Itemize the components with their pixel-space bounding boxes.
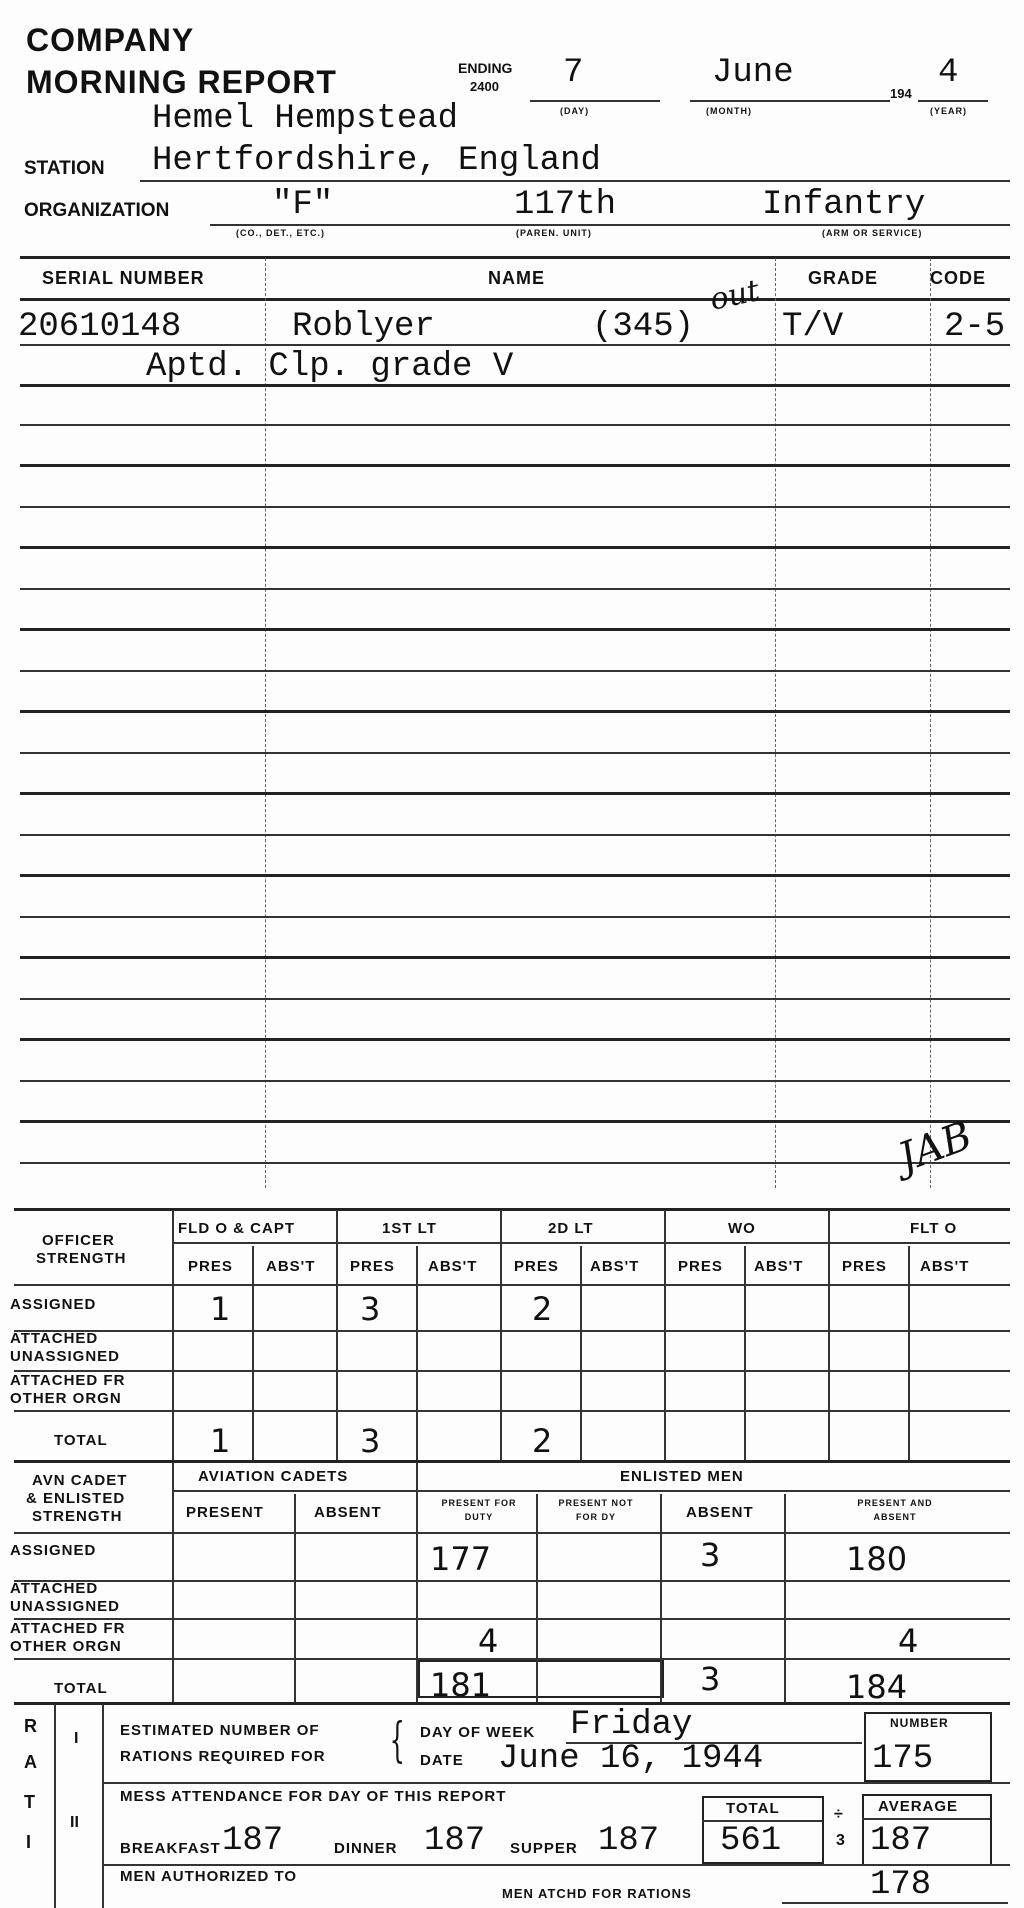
sub-abst: ABS'T <box>920 1258 970 1275</box>
men-attached-rations-value: 178 <box>870 1866 932 1904</box>
em-pfd-assigned: 177 <box>430 1540 492 1578</box>
off-1lt-pres-total: 3 <box>360 1422 381 1460</box>
grp-fld-capt: FLD O & CAPT <box>178 1220 295 1237</box>
remark: Aptd. Clp. grade V <box>146 348 514 386</box>
grp-2d-lt: 2D LT <box>548 1220 594 1237</box>
em-attached-fr-label: ATTACHED FR OTHER ORGN <box>10 1620 126 1655</box>
em-absent-assigned: 3 <box>700 1536 721 1574</box>
company-value: "F" <box>272 186 334 224</box>
enlisted-title-2: & ENLISTED <box>26 1490 126 1507</box>
off-1lt-pres-assigned: 3 <box>360 1290 381 1328</box>
mess-average-value: 187 <box>870 1822 932 1860</box>
col-name: NAME <box>488 268 545 288</box>
row-assigned-label: ASSIGNED <box>10 1296 97 1313</box>
year-label: (YEAR) <box>930 106 967 116</box>
side-letter-i: I <box>26 1832 32 1852</box>
em-absent-total: 3 <box>700 1660 721 1698</box>
men-attached-rations-label: MEN ATCHD FOR RATIONS <box>502 1886 692 1901</box>
sub-pres: PRES <box>842 1258 887 1275</box>
col-grade: GRADE <box>808 268 879 288</box>
station-line2: Hertfordshire, England <box>152 142 601 180</box>
ration-number-value: 175 <box>872 1740 934 1778</box>
soldier-name: Roblyer <box>292 308 435 346</box>
month-label: (MONTH) <box>706 106 752 116</box>
regiment-label: (PAREN. UNIT) <box>516 228 592 238</box>
sub-pres: PRES <box>678 1258 723 1275</box>
form-title-line2: MORNING REPORT <box>26 64 337 100</box>
mess-total-value: 561 <box>720 1822 782 1860</box>
em-assigned-label: ASSIGNED <box>10 1542 97 1559</box>
dinner-label: DINNER <box>334 1840 398 1857</box>
sub-abst: ABS'T <box>428 1258 478 1275</box>
supper-value: 187 <box>598 1822 660 1860</box>
grp-wo: WO <box>728 1220 756 1237</box>
arm-label: (ARM OR SERVICE) <box>822 228 923 238</box>
em-attached-unassigned-label: ATTACHED UNASSIGNED <box>10 1580 121 1615</box>
mess-average-label: AVERAGE <box>878 1798 959 1815</box>
sub-cadet-absent: ABSENT <box>314 1504 382 1521</box>
col-code: CODE <box>930 268 987 288</box>
mess-total-label: TOTAL <box>726 1800 780 1817</box>
ration-date-value: June 16, 1944 <box>498 1740 764 1778</box>
divide-by-three: 3 <box>836 1832 845 1849</box>
sub-present-for-duty: PRESENT FOR DUTY <box>441 1498 517 1522</box>
col-serial-number: SERIAL NUMBER <box>42 268 205 288</box>
arm-value: Infantry <box>762 186 926 224</box>
sub-abst: ABS'T <box>754 1258 804 1275</box>
sub-pres: PRES <box>188 1258 233 1275</box>
form-title-line1: COMPANY <box>26 22 195 58</box>
enlisted-title-3: STRENGTH <box>32 1508 123 1525</box>
em-pnfd-total-box <box>536 1660 664 1698</box>
em-pfd-total: 181 <box>430 1666 492 1704</box>
officer-initials-signature: JAB <box>892 1112 978 1182</box>
breakfast-value: 187 <box>222 1822 284 1860</box>
report-day: 7 <box>563 54 584 92</box>
estimated-line1: ESTIMATED NUMBER OF <box>120 1722 320 1739</box>
day-of-week-value: Friday <box>570 1706 693 1744</box>
breakfast-label: BREAKFAST <box>120 1840 221 1857</box>
supper-label: SUPPER <box>510 1840 578 1857</box>
sub-present-not-for-duty: PRESENT NOT FOR DY <box>558 1498 634 1522</box>
off-fld-pres-total: 1 <box>210 1422 231 1460</box>
em-total-label: TOTAL <box>54 1680 108 1697</box>
sub-pres: PRES <box>514 1258 559 1275</box>
year-prefix: 194 <box>890 86 912 101</box>
side-letter-a: A <box>24 1752 37 1772</box>
ending-label: ENDING <box>458 60 513 76</box>
regiment-value: 117th <box>514 186 617 224</box>
divide-sign: ÷ <box>834 1806 843 1823</box>
ration-number-label: NUMBER <box>890 1716 949 1730</box>
day-label: (DAY) <box>560 106 590 116</box>
side-letter-t: T <box>24 1792 35 1812</box>
roman-i: I <box>74 1730 79 1747</box>
ration-date-label: DATE <box>420 1752 464 1769</box>
sub-em-absent: ABSENT <box>686 1504 754 1521</box>
dinner-value: 187 <box>424 1822 486 1860</box>
grp-1st-lt: 1ST LT <box>382 1220 437 1237</box>
officer-strength-title-2: STRENGTH <box>36 1250 127 1267</box>
organization-label: ORGANIZATION <box>24 200 170 221</box>
men-authorized-label: MEN AUTHORIZED TO <box>120 1868 297 1885</box>
mess-attendance-label: MESS ATTENDANCE FOR DAY OF THIS REPORT <box>120 1788 507 1805</box>
officer-strength-title-1: OFFICER <box>42 1232 115 1249</box>
sub-pres: PRES <box>350 1258 395 1275</box>
report-year: 4 <box>938 54 959 92</box>
row-attached-unassigned-label: ATTACHED UNASSIGNED <box>10 1330 121 1365</box>
soldier-grade: T/V <box>782 308 844 346</box>
day-of-week-label: DAY OF WEEK <box>420 1724 536 1741</box>
enlisted-title-1: AVN CADET <box>32 1472 128 1489</box>
enlisted-men-header: ENLISTED MEN <box>620 1468 744 1485</box>
em-total-attached: 4 <box>898 1622 919 1660</box>
grp-flt-o: FLT O <box>910 1220 958 1237</box>
soldier-code: 2-5 <box>944 308 1006 346</box>
report-month: June <box>712 54 794 92</box>
off-2lt-pres-assigned: 2 <box>532 1290 553 1328</box>
side-letter-r: R <box>24 1716 37 1736</box>
off-2lt-pres-total: 2 <box>532 1422 553 1460</box>
bracket-brace: { <box>389 1712 405 1768</box>
row-attached-fr-label: ATTACHED FR OTHER ORGN <box>10 1372 126 1407</box>
sub-present-and-absent: PRESENT AND ABSENT <box>857 1498 933 1522</box>
row-total-label: TOTAL <box>54 1432 108 1449</box>
sub-cadet-present: PRESENT <box>186 1504 264 1521</box>
roman-ii: II <box>70 1814 79 1831</box>
estimated-line2: RATIONS REQUIRED FOR <box>120 1748 326 1765</box>
em-pfd-attached: 4 <box>478 1622 499 1660</box>
sub-abst: ABS'T <box>266 1258 316 1275</box>
em-grand-total: 184 <box>846 1668 908 1706</box>
sub-abst: ABS'T <box>590 1258 640 1275</box>
name-code: (345) <box>592 308 695 346</box>
serial-number: 20610148 <box>18 308 182 346</box>
station-label: STATION <box>24 158 105 179</box>
company-label: (CO., DET., ETC.) <box>236 228 325 238</box>
ending-time: 2400 <box>470 79 499 94</box>
em-total-assigned: 180 <box>846 1540 908 1578</box>
aviation-cadets-header: AVIATION CADETS <box>198 1468 349 1485</box>
handwritten-note: out <box>706 273 763 318</box>
station-line1: Hemel Hempstead <box>152 100 459 138</box>
off-fld-pres-assigned: 1 <box>210 1290 231 1328</box>
